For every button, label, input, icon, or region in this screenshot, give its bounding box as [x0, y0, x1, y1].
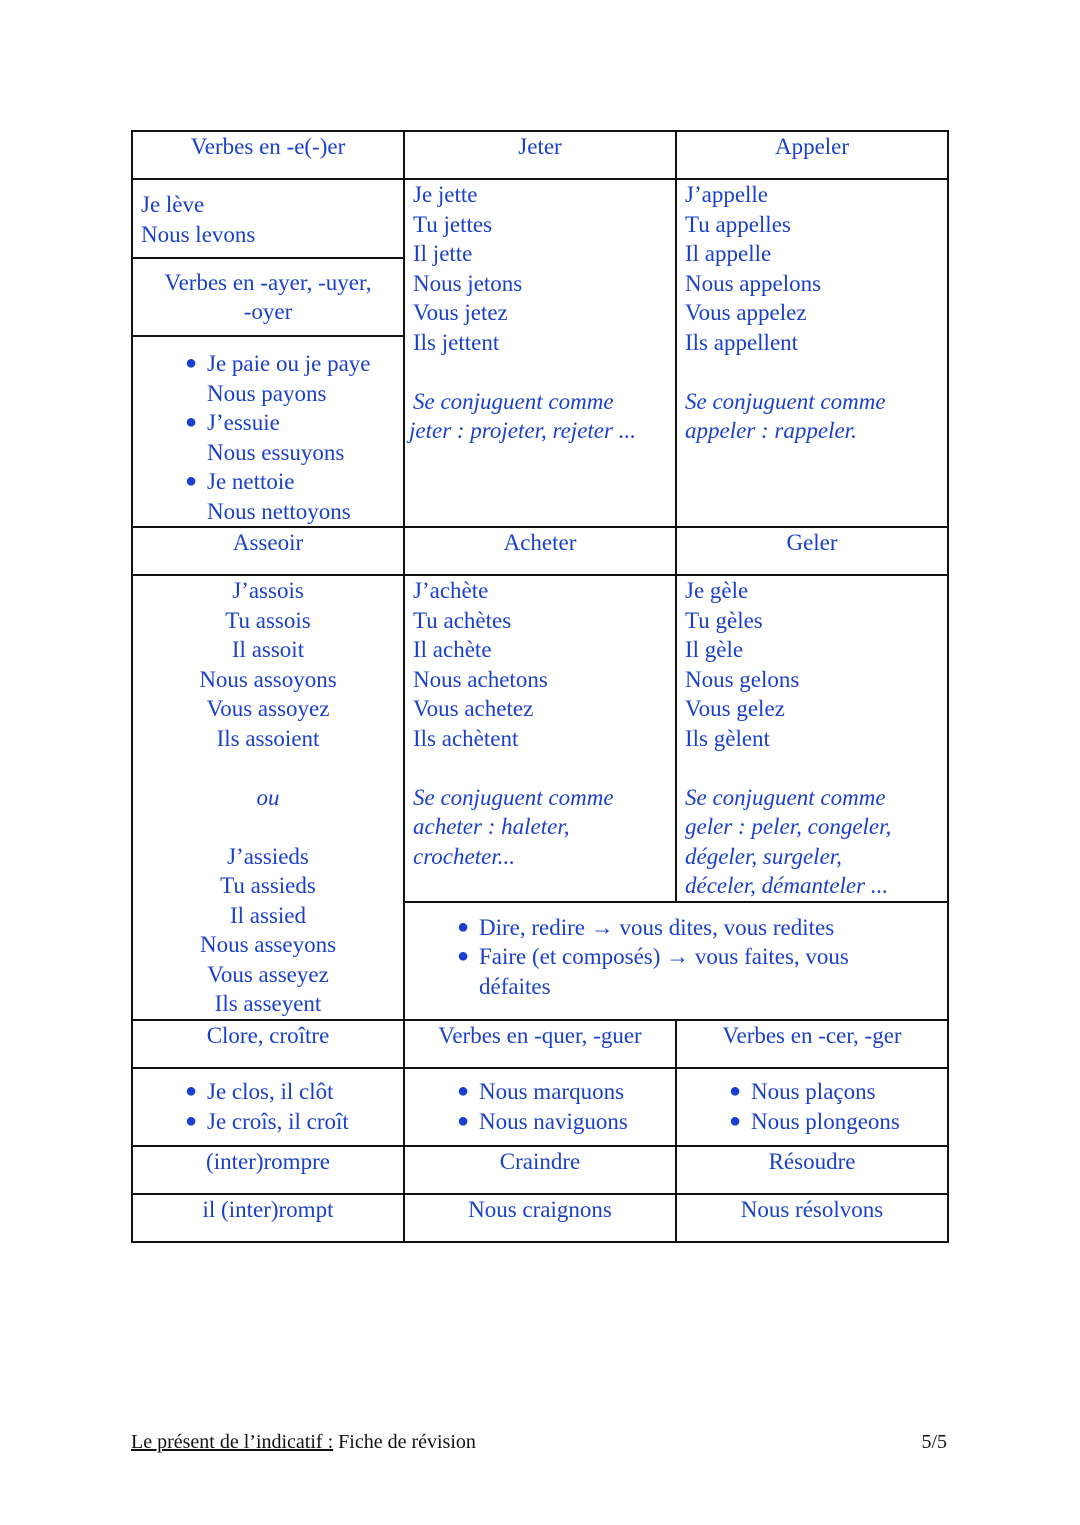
conjugation-table	[131, 130, 949, 1243]
cell-quer	[404, 1068, 676, 1146]
cell-ayer	[132, 336, 404, 527]
eer-line: Je lève	[141, 192, 205, 217]
list-item: ● Faire (et composés) → vous faites, vous défaites	[413, 942, 939, 1001]
header-appeler: Appeler	[676, 131, 948, 179]
appeler-line: Ils appellent	[685, 329, 799, 355]
list-item: ● Je paie ou je paye Nous payons	[141, 349, 395, 408]
cell-craignons: Nous craignons	[404, 1194, 676, 1242]
geler-note: dégeler, surgeler,	[685, 843, 842, 869]
appeler-line: J’appelle	[685, 182, 769, 207]
footer-title: Le présent de l’indicatif :	[131, 1431, 334, 1453]
dire-faire-list	[413, 913, 939, 1002]
table-row	[132, 179, 948, 258]
table-row	[132, 131, 948, 179]
jeter-line: Tu jettes	[413, 211, 493, 237]
bullet-icon: ●	[184, 1109, 198, 1132]
acheter-note: Se conjuguent comme	[413, 784, 614, 810]
acheter-note: acheter : haleter,	[413, 814, 570, 839]
cell-appeler	[676, 179, 948, 527]
acheter-note: crocheter...	[413, 843, 515, 869]
header-cer: Verbes en -cer, -ger	[676, 1020, 948, 1068]
eer-line: Nous levons	[141, 221, 256, 247]
appeler-line: Vous appelez	[685, 300, 807, 325]
jeter-note: Se conjuguent comme	[413, 388, 614, 414]
jeter-line: Je jette	[413, 182, 478, 207]
table-row	[132, 1020, 948, 1068]
bullet-icon: ●	[728, 1109, 742, 1132]
header-acheter: Acheter	[404, 527, 676, 575]
jeter-line: Nous jetons	[413, 270, 523, 296]
appeler-line: Il appelle	[685, 241, 772, 266]
geler-note: geler : peler, congeler,	[685, 814, 892, 839]
bullet-icon: ●	[456, 915, 470, 938]
cell-clore	[132, 1068, 404, 1146]
table-row	[132, 575, 948, 902]
table-row	[132, 1068, 948, 1146]
header-interrompre: (inter)rompre	[132, 1146, 404, 1194]
bullet-icon: ●	[184, 470, 198, 492]
footer-subtitle: Fiche de révision	[333, 1431, 476, 1453]
geler-note: déceler, démanteler ...	[685, 873, 889, 898]
bullet-icon: ●	[456, 1080, 470, 1102]
bullet-icon: ●	[184, 352, 198, 374]
table-row	[132, 1146, 948, 1194]
header-asseoir: Asseoir	[132, 527, 404, 575]
table-row	[132, 527, 948, 575]
cell-eer	[132, 179, 404, 258]
cell-interrompt: il (inter)rompt	[132, 1194, 404, 1242]
list-item: ● Nous marquons	[413, 1077, 667, 1107]
header-clore: Clore, croître	[132, 1020, 404, 1068]
list-item: ● Dire, redire → vous dites, vous redites	[413, 913, 939, 943]
bullet-icon: ●	[456, 945, 470, 967]
header-craindre: Craindre	[404, 1146, 676, 1194]
ou-separator: ou	[256, 784, 280, 810]
list-item: ● Nous naviguons	[413, 1107, 667, 1137]
table-row	[132, 1194, 948, 1242]
list-item: ● Nous plongeons	[685, 1107, 939, 1137]
appeler-note: appeler : rappeler.	[685, 418, 857, 443]
header-quer: Verbes en -quer, -guer	[404, 1020, 676, 1068]
header-ayer: Verbes en -ayer, -uyer, -oyer	[132, 258, 404, 336]
cell-acheter: J’achète Tu achètes Il achète Nous achetons Vous achetez Ils achètent Se conjuguent comme acheter : haleter, crocheter...	[404, 575, 676, 902]
cell-asseoir: J’assois Tu assois Il assoit Nous assoyons Vous assoyez Ils assoient ou J’assieds Tu assieds Il assied Nous asseyons Vous asseyez Ils asseyent	[132, 575, 404, 1020]
list-item: ● Nous plaçons	[685, 1077, 939, 1107]
list-item: ● Je nettoie Nous nettoyons	[141, 467, 395, 526]
header-resoudre: Résoudre	[676, 1146, 948, 1194]
cell-cer	[676, 1068, 948, 1146]
appeler-note: Se conjuguent comme	[685, 388, 886, 414]
jeter-line: Il jette	[413, 241, 473, 266]
jeter-line: Ils jettent	[413, 329, 500, 355]
cell-dire-faire	[404, 902, 948, 1020]
jeter-line: Vous jetez	[413, 300, 508, 325]
page-footer	[131, 1431, 947, 1454]
bullet-icon: ●	[728, 1080, 742, 1102]
appeler-line: Tu appelles	[685, 211, 791, 237]
cell-geler: Je gèle Tu gèles Il gèle Nous gelons Vous gelez Ils gèlent Se conjuguent comme geler : peler, congeler, dégeler, surgeler, déceler, démanteler ...	[676, 575, 948, 902]
page-number: 5/5	[921, 1431, 947, 1453]
jeter-note: jeter : projeter, rejeter ...	[409, 418, 636, 443]
bullet-icon: ●	[184, 1080, 198, 1102]
header-geler: Geler	[676, 527, 948, 575]
header-eer: Verbes en -e(-)er	[132, 131, 404, 179]
list-item: ● Je croîs, il croît	[141, 1107, 395, 1137]
bullet-icon: ●	[184, 411, 198, 433]
appeler-line: Nous appelons	[685, 270, 822, 296]
header-jeter: Jeter	[404, 131, 676, 179]
ayer-list	[141, 349, 395, 526]
geler-note: Se conjuguent comme	[685, 784, 886, 810]
cell-jeter	[404, 179, 676, 527]
bullet-icon: ●	[456, 1109, 470, 1132]
cell-resolvons: Nous résolvons	[676, 1194, 948, 1242]
list-item: ● J’essuie Nous essuyons	[141, 408, 395, 467]
list-item: ● Je clos, il clôt	[141, 1077, 395, 1107]
